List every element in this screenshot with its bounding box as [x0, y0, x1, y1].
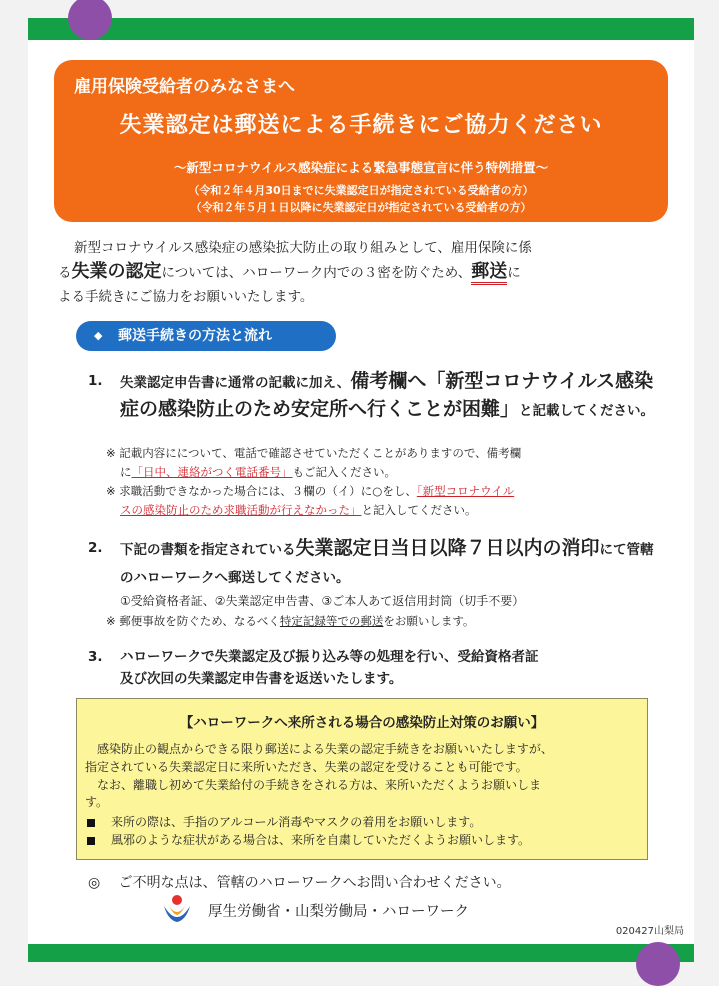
step-3-line-1: ハローワークで失業認定及び振り込み等の処理を行い、受給資格者証 — [120, 649, 539, 665]
notice-line-3: なお、離職し初めて失業給付の手続きをされる方は、来所いただくようお願いしま — [97, 778, 542, 792]
section-label-pill — [76, 321, 336, 351]
intro-emphasis-recognition: 失業の認定 — [71, 261, 162, 282]
step-number: 1. — [88, 373, 103, 389]
notice-line-2: 指定されている失業認定日に来所いただき、失業の認定を受けることも可能です。 — [85, 760, 528, 774]
step-1-text — [120, 368, 658, 424]
header-title: 失業認定は郵送による手続きにご協力ください — [119, 113, 603, 138]
step-1 — [88, 368, 658, 450]
step-2-text-a: 下記の書類を指定されている — [120, 542, 296, 558]
note-text: ※ 郵便事故を防ぐため、なるべく — [106, 614, 280, 628]
note-text: に — [120, 465, 132, 479]
document-code: 020427山梨局 — [615, 926, 684, 937]
bottom-green-band — [28, 944, 694, 962]
footer-inquiry-text: ご不明な点は、管轄のハローワークへお問い合わせください。 — [118, 875, 511, 891]
step-number: 3. — [88, 649, 103, 665]
note-line — [106, 482, 646, 501]
step-3-text — [120, 646, 658, 690]
intro-line-1: 新型コロナウイルス感染症の感染拡大防止の取り組みとして、雇用保険に係 — [74, 240, 532, 256]
note-red-text: 「新型コロナウイル — [416, 484, 515, 498]
header-condition-1: （令和２年４月30日までに失業認定日が指定されている受給者の方） — [188, 184, 534, 197]
intro-paragraph — [58, 236, 670, 309]
note-text: もご記入ください。 — [292, 465, 396, 479]
step-2-text-b: にて管轄のハローワークへ郵送してください。 — [120, 542, 654, 586]
top-purple-circle — [68, 0, 112, 40]
step-2-highlight: 失業認定日当日以降７日以内の消印 — [295, 537, 600, 559]
step-1-text-b: と記載してください。 — [519, 403, 655, 419]
notice-title: 【ハローワークへ来所される場合の感染防止対策のお願い】 — [179, 715, 545, 731]
diamond-icon: ◆ — [94, 329, 103, 342]
step-2-documents: ①受給資格者証、②失業認定申告書、③ご本人あて返信用封筒（切手不要） — [120, 594, 525, 608]
bottom-purple-circle — [636, 942, 680, 986]
step-1-text-a: 失業認定申告書に通常の記載に加え、 — [120, 375, 351, 391]
header-subtitle: 雇用保険受給者のみなさまへ — [74, 77, 295, 97]
header-condition-2: （令和２年５月１日以降に失業認定日が指定されている受給者の方） — [190, 201, 532, 214]
note-line — [106, 463, 646, 482]
intro-text: る — [58, 265, 72, 281]
intro-line-2 — [58, 260, 670, 285]
double-circle-icon: ◎ — [88, 875, 101, 891]
step-1-note-2 — [106, 482, 646, 520]
note-line — [106, 501, 646, 520]
organization-name: 厚生労働省・山梨労働局・ハローワーク — [208, 904, 469, 920]
note-text: をお願いします。 — [383, 614, 475, 628]
notice-line-4: す。 — [85, 795, 109, 809]
note-line: ※ 記載内容にについて、電話で確認させていただくことがありますので、備考欄 — [106, 446, 522, 460]
step-2-note — [106, 612, 646, 631]
section-label: 郵送手続きの方法と流れ — [118, 328, 272, 344]
notice-line-1: 感染防止の観点からできる限り郵送による失業の認定手続きをお願いいたしますが、 — [97, 742, 553, 756]
square-bullet-icon — [87, 837, 95, 845]
step-number: 2. — [88, 540, 103, 556]
step-3-line-2: 及び次回の失業認定申告書を返送いたします。 — [120, 671, 403, 687]
square-bullet-icon — [87, 819, 95, 827]
header-banner — [54, 60, 668, 222]
intro-line-3: よる手続きにご協力をお願いいたします。 — [58, 289, 314, 305]
infection-prevention-notice — [76, 698, 648, 860]
note-red-text: スの感染防止のため求職活動が行えなかった」 — [120, 503, 362, 517]
notice-bullet-1: 来所の際は、手指のアルコール消毒やマスクの着用をお願いします。 — [111, 815, 482, 829]
intro-emphasis-mail: 郵送 — [471, 261, 507, 285]
step-1-note-1 — [106, 444, 646, 482]
intro-text: については、ハローワーク内での３密を防ぐため、 — [161, 265, 472, 281]
note-text: ※ 求職活動できなかった場合には、３欄の（イ）に○をし、 — [106, 484, 417, 498]
notice-bullet-2: 風邪のような症状がある場合は、来所を自粛していただくようお願いします。 — [111, 833, 531, 847]
step-2 — [88, 534, 658, 592]
intro-text: に — [507, 265, 521, 281]
header-note: ～新型コロナウイルス感染症による緊急事態宣言に伴う特例措置～ — [173, 160, 549, 175]
top-green-band — [28, 18, 694, 40]
step-3 — [88, 646, 658, 692]
flyer — [28, 18, 694, 962]
note-underlined-text: 特定記録等での郵送 — [279, 614, 384, 628]
note-red-text: 「日中、連絡がつく電話番号」 — [131, 465, 293, 479]
note-text: と記入してください。 — [361, 503, 477, 517]
step-1-highlight: 備考欄へ「新型コロナウイルス感染症の感染防止のため安定所へ行くことが困難」 — [120, 370, 654, 420]
step-2-text — [120, 534, 658, 592]
mhlw-logo — [160, 892, 194, 926]
footer-inquiry — [88, 872, 511, 892]
